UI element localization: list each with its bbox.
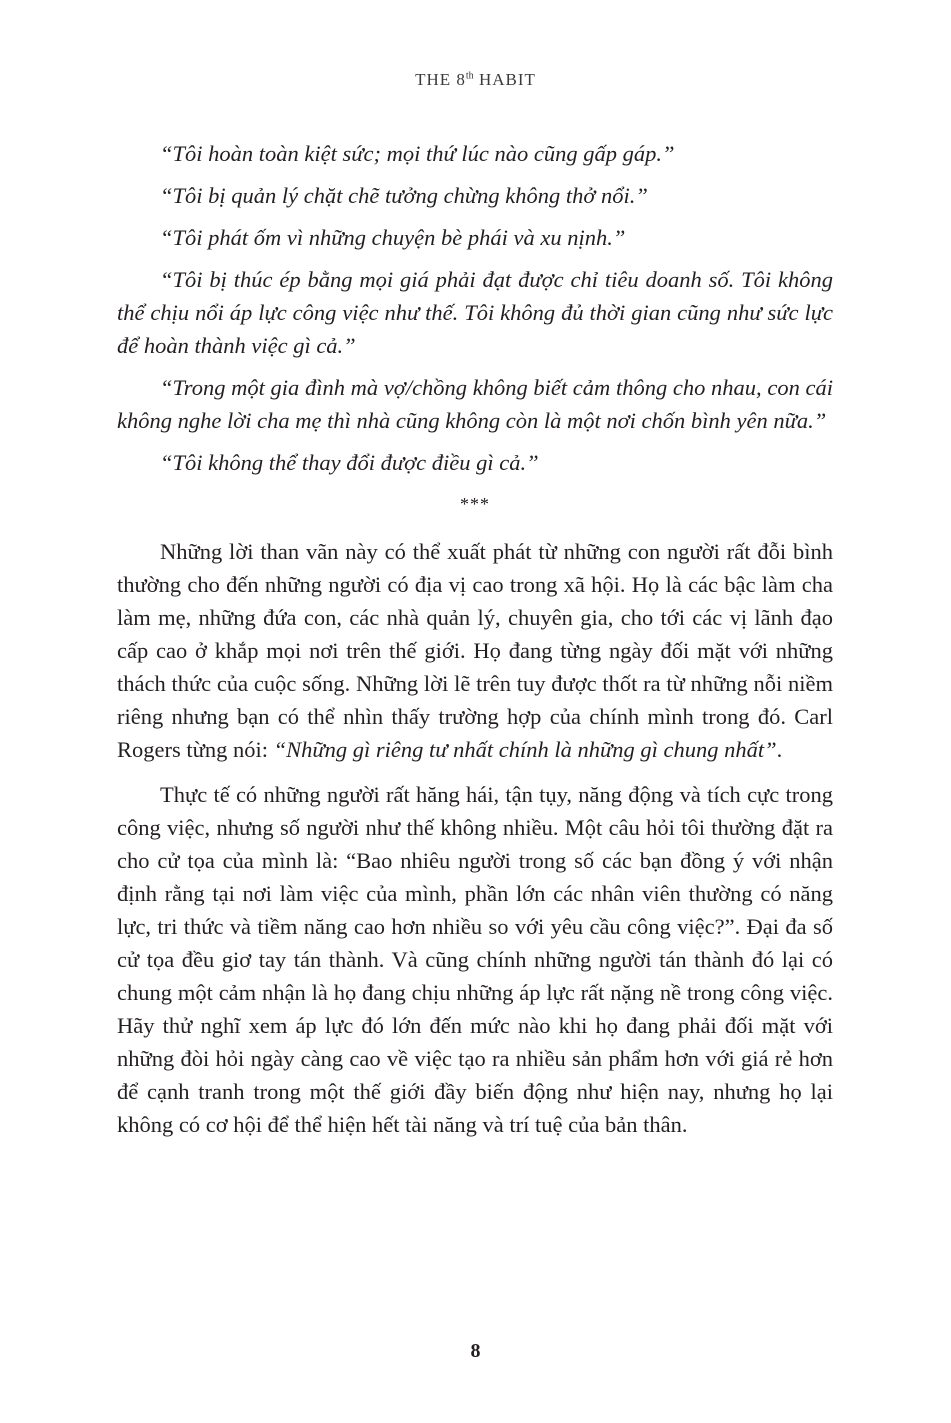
running-head-superscript: th [465,70,474,82]
quote-5: “Trong một gia đình mà vợ/chồng không biết cảm thông cho nhau, con cái không nghe lời cha mẹ thì nhà cũng không còn là một nơi chốn bình yên nữa.” [117,375,833,433]
paragraph-1-text: Những lời than vãn này có thể xuất phát từ những con người rất đỗi bình thường cho đến những người có địa vị cao trong xã hội. Họ là các bậc làm cha làm mẹ, những đứa con, các nhà quản lý, chuyên gia, cho tới các vị lãnh đạo cấp cao ở khắp mọi nơi trên thế giới. Họ đang từng ngày đối mặt với những thách thức của cuộc sống. Những lời lẽ trên tuy được thốt ra từ những nỗi niềm riêng nhưng bạn có thể nhìn thấy trường hợp của chính mình trong đó. Carl Rogers từng nói: [117,539,833,762]
paragraph-2: Thực tế có những người rất hăng hái, tận tụy, năng động và tích cực trong công việc, nhưng số người như thế không nhiều. Một câu hỏi tôi thường đặt ra cho cử tọa của mình là: “Bao nhiêu người trong số các bạn đồng ý với nhận định rằng tại nơi làm việc của mình, phần lớn các nhân viên thường có năng lực, tri thức và tiềm năng cao hơn nhiều so với yêu cầu công việc?”. Đại đa số cử tọa đều giơ tay tán thành. Và cũng chính những người tán thành đó lại có chung một cảm nhận là họ đang chịu những áp lực rất nặng nề trong công việc. Hãy thử nghĩ xem áp lực đó lớn đến mức nào khi họ đang phải đối mặt với những đòi hỏi ngày càng cao về việc tạo ra nhiều sản phẩm hơn với giá rẻ hơn để cạnh tranh trong một thế giới đầy biến động như hiện nay, nhưng họ lại không có cơ hội để thể hiện hết tài năng và trí tuệ của bản thân. [117,782,833,1137]
quote-1: “Tôi hoàn toàn kiệt sức; mọi thứ lúc nào cũng gấp gáp.” [160,141,675,166]
quote-6: “Tôi không thể thay đổi được điều gì cả.” [160,450,539,475]
paragraph-1-end: . [776,737,783,762]
page-number: 8 [470,1340,481,1362]
running-head-title-end: HABIT [473,70,536,89]
page-body [117,137,833,1153]
paragraph-1-quote: “Những gì riêng tư nhất chính là những gì chung nhất” [273,737,777,762]
quote-3: “Tôi phát ốm vì những chuyện bè phái và xu nịnh.” [160,225,626,250]
paragraph-1 [117,535,833,766]
quote-4: “Tôi bị thúc ép bằng mọi giá phải đạt được chỉ tiêu doanh số. Tôi không thể chịu nổi áp lực công việc như thế. Tôi không đủ thời gian cũng như sức lực để hoàn thành việc gì cả.” [117,267,833,358]
quote-2: “Tôi bị quản lý chặt chẽ tưởng chừng không thở nổi.” [160,183,648,208]
running-head-title-start: THE 8 [415,70,466,89]
running-head [0,70,951,90]
section-separator: *** [460,494,490,514]
